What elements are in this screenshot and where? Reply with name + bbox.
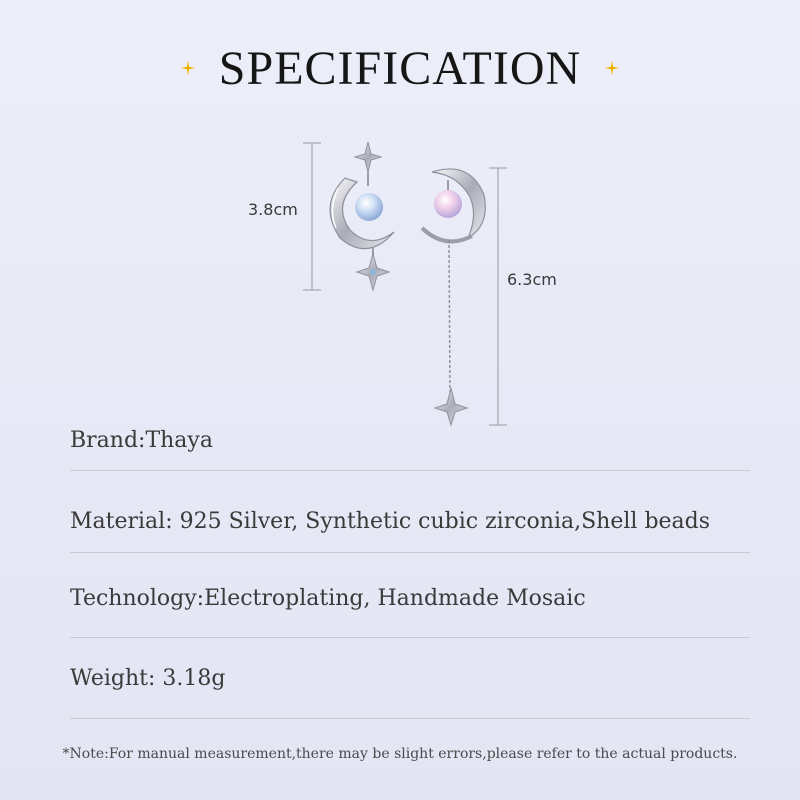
left-earring-height: 3.8cm [248,200,298,219]
divider [70,552,750,553]
page-title: SPECIFICATION [218,41,582,95]
right-earring [422,169,485,425]
divider [70,637,750,638]
pink-pearl [434,190,462,218]
weight-spec: Weight: 3.18g [70,666,226,691]
divider [70,718,750,719]
blue-pearl [355,193,383,221]
right-earring-height: 6.3cm [507,270,557,289]
chain [449,240,450,392]
top-star-icon [355,142,381,172]
bottom-star-icon [435,388,467,425]
right-dimension-bracket [489,168,507,425]
footnote: *Note:For manual measurement,there may be slight errors,please refer to the actual products. [62,746,738,762]
material-spec: Material: 925 Silver, Synthetic cubic zirconia,Shell beads [70,509,711,534]
brand-spec: Brand:Thaya [70,428,213,453]
divider [70,470,750,471]
left-earring [330,142,394,290]
left-dimension-bracket [303,143,321,290]
technology-spec: Technology:Electroplating, Handmade Mosaic [70,586,586,611]
